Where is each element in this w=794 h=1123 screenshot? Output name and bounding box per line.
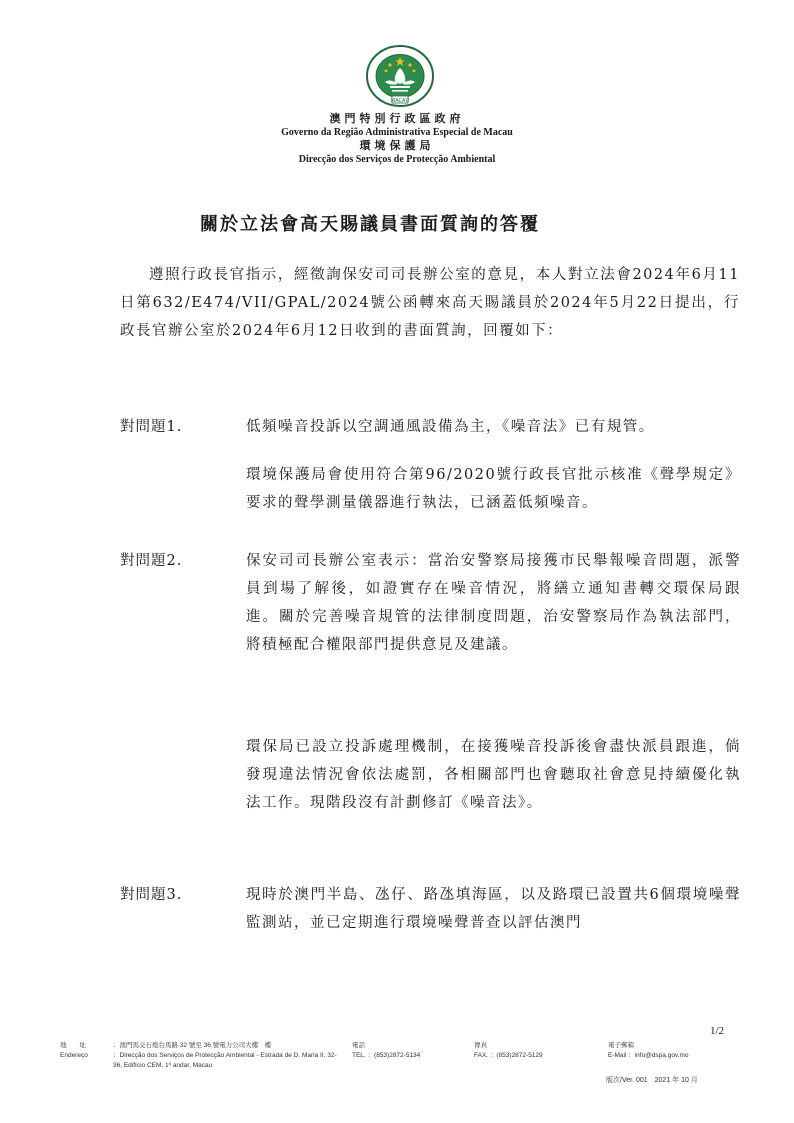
answer-1-label: 對問題1. [120, 419, 183, 435]
letterhead [0, 112, 794, 166]
answer-2-label: 對問題2. [120, 553, 183, 569]
department-name-zh: 環境保護局 [359, 140, 435, 152]
footer-address-labels [60, 1041, 112, 1061]
document-title: 關於立法會高天賜議員書面質詢的答覆 [200, 214, 540, 235]
address-zh: ：澳門馬交石炮台馬路 32 號至 36 號電力公司大樓 樓 [113, 1042, 272, 1049]
answer-1-paragraph-1: 低頻噪音投訴以空調通風設備為主，《噪音法》已有規管。 [246, 419, 655, 435]
fax-label: 傳真 [474, 1042, 487, 1049]
address-label-pt: Endereço [60, 1052, 88, 1059]
answer-3-label: 對問題3. [120, 887, 183, 903]
footer-fax [474, 1041, 543, 1061]
macau-emblem-logo [364, 44, 436, 108]
intro-paragraph: 遵照行政長官指示，經徵詢保安司司長辦公室的意見，本人對立法會2024年6月11日第632/E474/VII/GPAL/2024號公函轉來高天賜議員於2024年5月22日提出，行政長官辦公室於2024年6月12日收到的書面質詢，回覆如下： [120, 267, 740, 339]
footer-email [608, 1041, 689, 1061]
agency-name-zh: 澳門特別行政區政府 [329, 113, 465, 125]
version-note: 版次/Ver. 001 2021 年 10 月 [606, 1077, 698, 1084]
tel-label: 電話 [352, 1042, 365, 1049]
svg-text:MACAU: MACAU [390, 97, 410, 104]
footer-telephone [352, 1041, 420, 1061]
address-label-zh: 地 址 [60, 1042, 86, 1049]
address-pt: ：Direcção dos Serviços de Protecção Ambiental - Estrada de D. Maria II, 32-36, Edifício CEM, 1º andar, Macau [113, 1052, 337, 1069]
department-name-pt: Direcção dos Serviços de Protecção Ambiental [298, 154, 496, 165]
agency-name-pt: Governo da Região Administrativa Especial de Macau [281, 127, 513, 138]
fax-number: FAX. ：(853)2872-5129 [474, 1052, 543, 1059]
answer-2-paragraph-2: 環保局已設立投訴處理機制，在接獲噪音投訴後會盡快派員跟進，倘發現違法情況會依法處罰，各相關部門也會聽取社會意見持續優化執法工作。現階段沒有計劃修訂《噪音法》。 [246, 739, 741, 811]
answer-1-paragraph-2: 環境保護局會使用符合第96/2020號行政長官批示核准《聲學規定》要求的聲學測量儀器進行執法，已涵蓋低頻噪音。 [246, 467, 741, 511]
email-label: 電子郵箱 [608, 1042, 634, 1049]
answer-2-paragraph-1: 保安司司長辦公室表示：當治安警察局接獲市民舉報噪音問題，派警員到場了解後，如證實存在噪音情況，將繕立通知書轉交環保局跟進。關於完善噪音規管的法律制度問題，治安警察局作為執法部門，將積極配合權限部門提供意見及建議。 [246, 553, 741, 653]
footer-address [113, 1041, 343, 1071]
page-number: 1/2 [710, 1025, 725, 1037]
email-address[interactable]: E-Mail ：info@dspa.gov.mo [608, 1052, 689, 1059]
answer-3-paragraph-1: 現時於澳門半島、氹仔、路氹填海區，以及路環已設置共6個環境噪聲監測站，並已定期進行環境噪聲普查以評估澳門 [246, 887, 741, 931]
tel-number: TEL. ：(853)2872-5134 [352, 1052, 421, 1059]
